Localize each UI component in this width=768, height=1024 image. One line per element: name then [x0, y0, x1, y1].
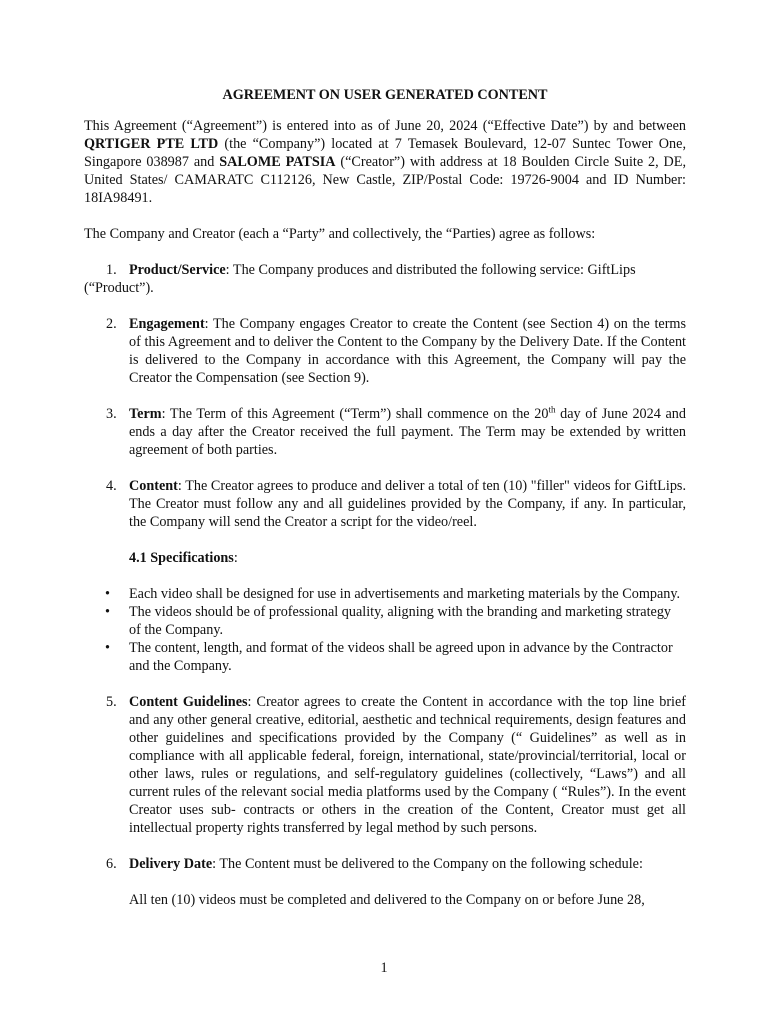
section-3-text-b: day of June 2024 and ends a day after the Creator received the full payment. The Term may be extended by written agreement of both parties. — [129, 406, 686, 458]
section-4-1-colon: : — [233, 550, 238, 566]
section-2-number: 2. — [106, 316, 117, 332]
section-5-text: : Creator agrees to create the Content in accordance with the top line brief and any other general creative, editorial, aesthetic and technical requirements, design features and other guidelines and specifications provided by the Company (“ Guidelines” as well as in compliance with all applicable federal, foreign, international, state/provincial/territorial, local or other laws, rules or regulations, and self-regulatory guidelines (collectively, “Laws”) and all current rules of the relevant social media platforms used by the Company ( “Rules”). In the event Creator uses sub- contracts or others in the creation of the Content, Creator must get all intellectual property rights transferred by legal method by such persons. — [129, 694, 687, 836]
section-4-heading: Content — [129, 478, 178, 494]
section-4 — [84, 477, 686, 531]
list-item-text: Each video shall be designed for use in advertisements and marketing materials by the Company. — [129, 586, 681, 602]
section-4-text: : The Creator agrees to produce and deliver a total of ten (10) "filler" videos for GiftLips. The Creator must follow any and all guidelines provided by the Company, if any. In particular, the Company will send the Creator a script for the video/reel. — [129, 478, 686, 530]
parties-paragraph: The Company and Creator (each a “Party” and collectively, the “Parties) agree as follows: — [84, 226, 596, 242]
intro-paragraph — [84, 117, 686, 207]
section-3-superscript: th — [548, 404, 556, 415]
section-2-text: : The Company engages Creator to create the Content (see Section 4) on the terms of this Agreement and to deliver the Content to the Company by the Delivery Date. If the Content is delivered to the Company in accordance with this Agreement, the Company will pay the Creator the Compensation (see Section 9). — [129, 316, 686, 386]
section-1-heading: Product/Service — [129, 262, 226, 278]
creator-name: SALOME PATSIA — [219, 154, 336, 170]
intro-text-1: This Agreement (“Agreement”) is entered into as of June 20, 2024 (“Effective Date”) by and between — [84, 118, 686, 134]
section-1-text: : The Company produces and distributed the following service: GiftLips (“Product”). — [84, 262, 636, 296]
section-1 — [84, 261, 686, 297]
list-item-text: The content, length, and format of the videos shall be agreed upon in advance by the Contractor and the Company. — [129, 640, 673, 674]
section-3-heading: Term — [129, 406, 162, 422]
section-3-number: 3. — [106, 406, 117, 422]
bullet-icon: • — [105, 640, 110, 656]
section-4-1 — [84, 549, 686, 567]
section-1-number: 1. — [106, 262, 117, 278]
section-3 — [84, 405, 686, 459]
list-item — [84, 603, 686, 639]
list-item — [84, 639, 686, 675]
section-5-number: 5. — [106, 694, 117, 710]
specifications-list — [84, 585, 686, 675]
delivery-schedule-text: All ten (10) videos must be completed and delivered to the Company on or before June 28, — [129, 892, 645, 908]
list-item-text: The videos should be of professional quality, aligning with the branding and marketing strategy of the Company. — [129, 604, 672, 638]
bullet-icon: • — [105, 586, 110, 602]
section-4-number: 4. — [106, 478, 117, 494]
section-4-1-heading: 4.1 Specifications — [129, 550, 234, 566]
section-5 — [84, 693, 686, 837]
section-6-heading: Delivery Date — [129, 856, 213, 872]
section-3-text-a: : The Term of this Agreement (“Term”) shall commence on the 20 — [161, 406, 549, 422]
document-page — [84, 86, 686, 909]
section-2-heading: Engagement — [129, 316, 205, 332]
company-name: QRTIGER PTE LTD — [84, 136, 219, 152]
intro-text-2: (the “Company”) located at 7 Temasek Boulevard, 12-07 Suntec Tower One, Singapore 038987 and — [84, 136, 686, 170]
page-number: 1 — [380, 960, 388, 976]
intro-text-3: (“Creator”) with address at 18 Boulden Circle Suite 2, DE, United States/ CAMARATC C112126, New Castle, ZIP/Postal Code: 19726-9004 and ID Number: 18IA98491. — [84, 154, 687, 206]
section-6-text: : The Content must be delivered to the Company on the following schedule: — [212, 856, 643, 872]
document-title: AGREEMENT ON USER GENERATED CONTENT — [222, 87, 548, 103]
section-6-number: 6. — [106, 856, 117, 872]
list-item — [84, 585, 686, 603]
section-2 — [84, 315, 686, 387]
bullet-icon: • — [105, 604, 110, 620]
section-6 — [84, 855, 686, 873]
section-5-heading: Content Guidelines — [129, 694, 248, 710]
